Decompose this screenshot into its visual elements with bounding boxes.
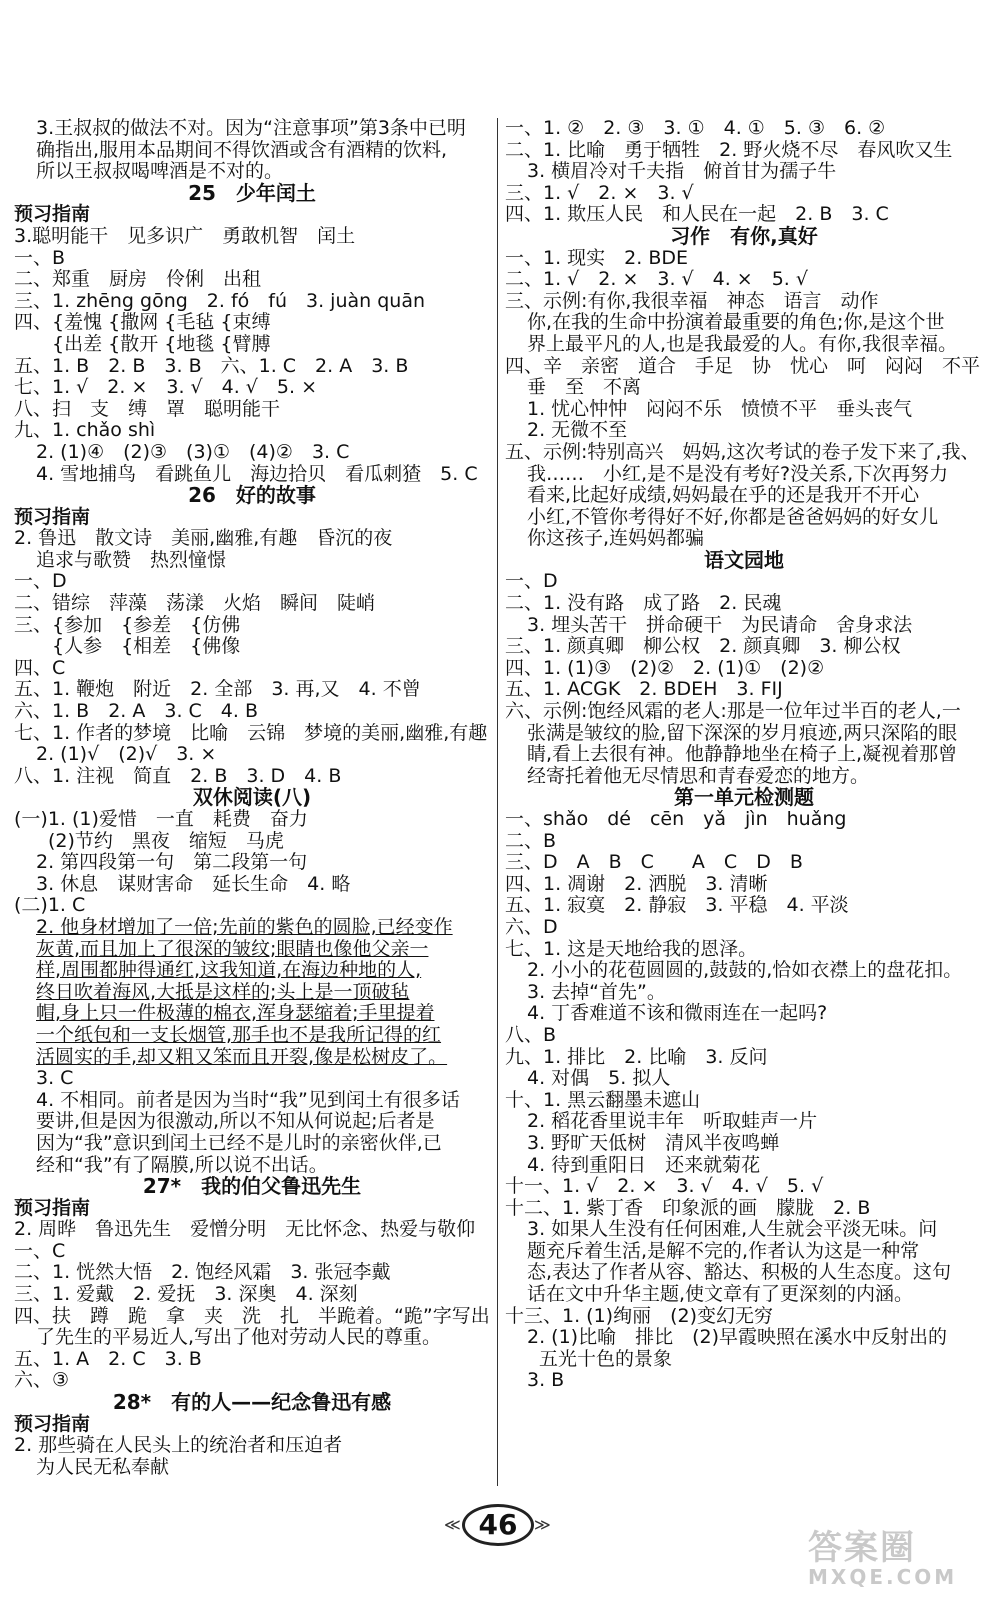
answer-line: 三、1. 爱戴 2. 爱抚 3. 深奥 4. 深刻 [14,1283,358,1306]
answer-line: 2. (1)比喻 排比 (2)早霞映照在溪水中反射出的 [527,1326,947,1349]
answer-line: 话在文中升华主题,使文章有了更深刻的内涵。 [527,1283,914,1306]
subsection-heading: 预习指南 [14,1412,91,1435]
answer-line: 3. 去掉“首先”。 [527,980,666,1003]
answer-line: 2. 无微不至 [527,419,628,442]
answer-line: 四、1. 欺压人民 和人民在一起 2. B 3. C [505,203,889,226]
answer-line: (二)1. C [14,894,86,917]
answer-line: 三、D A B C A C D B [505,851,803,874]
answer-line: (2)节约 黑夜 缩短 马虎 [48,829,284,852]
answer-line: 2. 稻花香里说丰年 听取蛙声一片 [527,1110,818,1133]
answer-line: 十二、1. 紫丁香 印象派的画 朦胧 2. B [505,1196,871,1219]
answer-line: 2. 周晔 鲁迅先生 爱憎分明 无比怀念、热爱与敬仰 [14,1218,476,1241]
answer-line: 八、B [505,1023,557,1046]
answer-line: 一、1. ② 2. ③ 3. ① 4. ① 5. ③ 6. ② [505,117,886,139]
subsection-heading: 预习指南 [14,1196,91,1219]
section-title: 语文园地 [704,547,784,572]
answer-line: 灰黄,而且加上了很深的皱纹;眼睛也像他父亲一 [36,937,429,960]
answer-line: 三、示例:有你,我很幸福 神态 语言 动作 [505,289,879,312]
answer-line: 3. 如果人生没有任何困难,人生就会平淡无味。问 [527,1218,938,1241]
answer-line: {人参 {相差 {佛像 [14,635,241,658]
answer-line: 七、1. 这是天地给我的恩泽。 [505,937,758,960]
subsection-heading: 预习指南 [14,203,91,226]
answer-line: 经和“我”有了隔膜,所以说不出话。 [36,1153,328,1176]
answer-line: 我…… 小红,是不是没有考好?没关系,下次再努力 [527,462,949,485]
answer-line: 1. 忧心忡忡 闷闷不乐 愤愤不平 垂头丧气 [527,397,913,420]
answer-line: 八、1. 注视 简直 2. B 3. D 4. B [14,764,342,787]
section-title: 26 好的故事 [188,483,316,508]
watermark [808,1530,984,1592]
answer-line: 睛,看上去很有神。他静静地坐在椅子上,凝视着那曾 [527,743,958,766]
answer-line: 五、1. 鞭炮 附近 2. 全部 3. 再,又 4. 不曾 [14,678,421,701]
left-ornament-icon: ≪ [444,1515,461,1534]
answer-line: 3.王叔叔的做法不对。因为“注意事项”第3条中已明 [36,117,466,139]
answer-line: 五、1. A 2. C 3. B [14,1347,202,1370]
answer-line: (一)1. (1)爱惜 一直 耗费 奋力 [14,808,308,830]
section-title: 27* 我的伯父鲁迅先生 [142,1174,362,1199]
answer-line: 小红,不管你考得好不好,你都是爸爸妈妈的好女儿 [527,505,939,528]
section-title: 28* 有的人——纪念鲁迅有感 [112,1390,392,1415]
answer-line: 五、示例:特别高兴 妈妈,这次考试的卷子发下来了,我、 [505,440,980,463]
answer-line: 一个纸包和一支长烟管,那手也不是我所记得的红 [36,1023,442,1046]
answer-line: 二、1. √ 2. × 3. √ 4. × 5. √ [505,268,808,291]
section-title: 第一单元检测题 [674,785,814,810]
answer-line: 界上最平凡的人,也是我最爱的人。有你,我很幸福。 [527,332,958,355]
answer-line: 十三、1. (1)绚丽 (2)变幻无穷 [505,1304,773,1327]
answer-line: 二、B [505,829,557,852]
section-title: 习作 有你,真好 [670,223,818,248]
answer-line: 八、扫 支 缚 罩 聪明能干 [14,397,281,420]
answer-line: 2. (1)④ (2)③ (3)① (4)② 3. C [36,440,350,463]
answer-line: 4. 丁香难道不该和微雨连在一起吗? [527,1002,828,1025]
page-number-badge [444,1500,551,1552]
answer-line: 3.聪明能干 见多识广 勇敢机智 闰土 [14,224,356,247]
answer-line: 三、1. √ 2. × 3. √ [505,181,694,204]
answer-line: 张满是皱纹的脸,留下深深的岁月痕迹,两只深陷的眼 [527,721,958,744]
answer-line: 你,在我的生命中扮演着最重要的角色;你,是这个世 [527,311,945,334]
left-column [14,118,490,1478]
answer-line: 看来,比起好成绩,妈妈最在乎的还是我开不开心 [527,484,920,507]
answer-line: 一、B [14,246,66,269]
answer-line: 四、{羞愧 {撒网 {毛毡 {束缚 [14,311,271,334]
answer-line: 三、1. zhēng gōng 2. fó fú 3. juàn quān [14,289,426,312]
answer-line: 六、D [505,915,558,938]
answer-line: 九、1. 排比 2. 比喻 3. 反问 [505,1045,768,1068]
answer-line: 2. (1)√ (2)√ 3. × [36,743,217,766]
answer-line: 2. 第四段第一句 第二段第一句 [36,851,308,874]
answer-line: 二、错综 萍藻 荡漾 火焰 瞬间 陡峭 [14,592,376,615]
answer-line: 二、1. 恍然大悟 2. 饱经风霜 3. 张冠李戴 [14,1261,391,1284]
answer-line: 一、shǎo dé cēn yǎ jìn huǎng [505,808,847,830]
answer-line: 3. 横眉冷对千夫指 俯首甘为孺子牛 [527,160,837,183]
answer-line: 十、1. 黑云翻墨未遮山 [505,1088,701,1111]
answer-line: 四、扶 蹲 跪 拿 夹 洗 扎 半跪着。“跪”字写出 [14,1304,490,1327]
answer-line: 五光十色的景象 [539,1347,673,1370]
answer-line: 追求与歌赞 热烈憧憬 [36,548,227,571]
watermark-line-2: MXQE.COM [808,1565,958,1589]
watermark-line-1: 答案圈 [808,1528,916,1568]
answer-line: 四、辛 亲密 道合 手足 协 忧心 呵 闷闷 不平 [505,354,981,377]
answer-line: 一、1. 现实 2. BDE [505,246,689,269]
answer-line: 四、1. (1)③ (2)② 2. (1)① (2)② [505,656,825,679]
answer-line: 七、1. 作者的梦境 比喻 云锦 梦境的美丽,幽雅,有趣 [14,721,488,744]
answer-line: 六、示例:饱经风霜的老人:那是一位年过半百的老人,一 [505,700,961,723]
answer-line: 题充斥着生活,是解不完的,作者认为这是一种常 [527,1239,920,1262]
answer-line: 四、C [14,656,66,679]
answer-line: 二、1. 没有路 成了路 2. 民魂 [505,592,782,615]
answer-line: 2. 他身材增加了一倍;先前的紫色的圆脸,已经变作 [36,915,453,938]
answer-line: 了先生的平易近人,写出了他对劳动人民的尊重。 [36,1326,442,1349]
answer-line: 你这孩子,连妈妈都骗 [527,527,705,550]
section-title: 25 少年闰土 [188,180,316,205]
right-column [505,118,983,1392]
answer-line: 一、C [14,1239,66,1262]
answer-line: 因为“我”意识到闰土已经不是儿时的亲密伙伴,已 [36,1131,442,1154]
answer-line: 要讲,但是因为很激动,所以不知从何说起;后者是 [36,1110,435,1133]
section-title: 双休阅读(八) [192,785,312,810]
page-number: 46 [478,1508,518,1541]
answer-line: 2. 小小的花苞圆圆的,鼓鼓的,恰如衣襟上的盘花扣。 [527,959,963,982]
answer-line: 为人民无私奉献 [36,1455,170,1478]
answer-line: 五、1. 寂寞 2. 静寂 3. 平稳 4. 平淡 [505,894,849,917]
answer-line: 垂 至 不离 [527,376,642,399]
answer-line: 一、D [14,570,67,593]
answer-line: 五、1. ACGK 2. BDEH 3. FIJ [505,678,783,701]
answer-line: {出差 {散开 {地毯 {臂膊 [14,332,271,355]
answer-line: 4. 不相同。前者是因为当时“我”见到闰土有很多话 [36,1088,460,1111]
answer-line: 一、D [505,570,558,593]
answer-line: 态,表达了作者从容、豁达、积极的人生态度。这句 [527,1261,952,1284]
answer-line: 样,周围都肿得通红,这我知道,在海边种地的人, [36,959,422,982]
column-divider [497,118,498,1486]
answer-line: 五、1. B 2. B 3. B 六、1. C 2. A 3. B [14,354,409,377]
right-ornament-icon: ≫ [534,1515,551,1534]
answer-line: 二、1. 比喻 勇于牺牲 2. 野火烧不尽 春风吹又生 [505,138,953,161]
answer-line: 十一、1. √ 2. × 3. √ 4. √ 5. √ [505,1175,824,1198]
answer-line: 七、1. √ 2. × 3. √ 4. √ 5. × [14,376,317,399]
answer-line: 活圆实的手,却又粗又笨而且开裂,像是松树皮了。 [36,1045,448,1068]
answer-line: 四、1. 凋谢 2. 洒脱 3. 清晰 [505,872,768,895]
answer-line: 终日吹着海风,大抵是这样的;头上是一顶破毡 [36,980,410,1003]
subsection-heading: 预习指南 [14,505,91,528]
answer-line: 三、1. 颜真卿 柳公权 2. 颜真卿 3. 柳公权 [505,635,901,658]
answer-line: 3. 野旷天低树 清风半夜鸣蝉 [527,1131,780,1154]
answer-line: 经寄托着他无尽情思和青春爱恋的地方。 [527,764,870,787]
answer-line: 2. 那些骑在人民头上的统治者和压迫者 [14,1434,343,1457]
answer-line: 3. 休息 谋财害命 延长生命 4. 略 [36,872,351,895]
answer-line: 六、③ [14,1369,70,1392]
answer-line: 帽,身上只一件极薄的棉衣,浑身瑟缩着;手里提着 [36,1002,435,1025]
answer-line: 3. B [527,1369,565,1392]
answer-line: 确指出,服用本品期间不得饮酒或含有酒精的饮料, [36,138,448,161]
answer-line: 2. 鲁迅 散文诗 美丽,幽雅,有趣 昏沉的夜 [14,527,393,550]
answer-line: 4. 待到重阳日 还来就菊花 [527,1153,761,1176]
answer-line: 3. C [36,1067,74,1090]
answer-line: 二、郑重 厨房 伶俐 出租 [14,268,262,291]
answer-line: 九、1. chǎo shì [14,419,156,442]
answer-line: 六、1. B 2. A 3. C 4. B [14,700,259,723]
answer-line: 3. 埋头苦干 拼命硬干 为民请命 舍身求法 [527,613,913,636]
answer-line: 三、{参加 {参差 {仿佛 [14,613,241,636]
answer-line: 4. 雪地捕鸟 看跳鱼儿 海边拾贝 看瓜刺猹 5. C [36,462,478,485]
answer-line: 所以王叔叔喝啤酒是不对的。 [36,160,284,183]
answer-line: 4. 对偶 5. 拟人 [527,1067,671,1090]
